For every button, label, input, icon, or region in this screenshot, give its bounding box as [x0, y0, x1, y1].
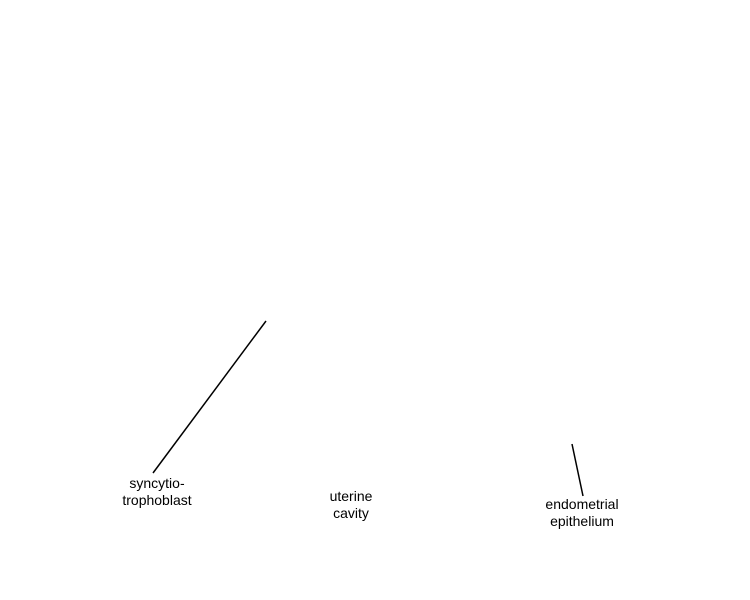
label-uterine-cavity-line2: cavity	[333, 505, 369, 521]
label-endometrial-epithelium	[512, 496, 652, 530]
leader-line-syncytiotrophoblast	[153, 321, 266, 473]
leader-line-endometrial-epithelium	[572, 444, 583, 496]
label-endometrial-epithelium-line2: epithelium	[550, 513, 614, 529]
label-uterine-cavity-line1: uterine	[329, 488, 373, 504]
label-syncytiotrophoblast-line2: trophoblast	[122, 492, 192, 508]
label-uterine-cavity	[281, 488, 421, 522]
label-syncytiotrophoblast	[87, 475, 227, 509]
label-endometrial-epithelium-line1: endometrial	[545, 496, 619, 512]
label-syncytiotrophoblast-line1: syncytio-	[129, 475, 185, 491]
